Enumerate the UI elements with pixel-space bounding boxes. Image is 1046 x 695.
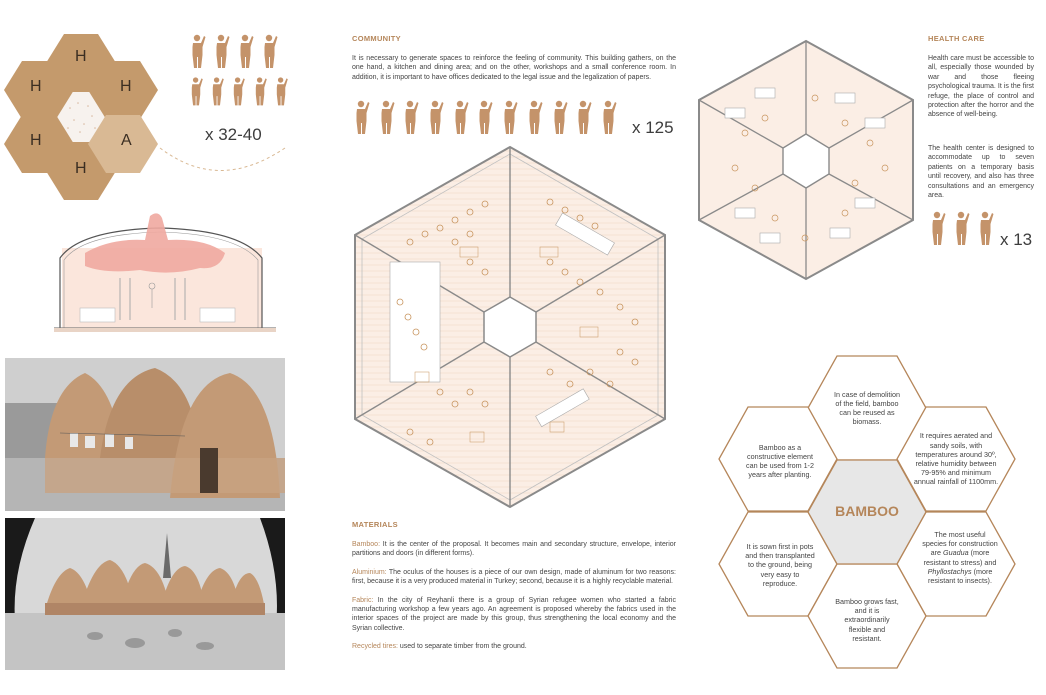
- material-recycled-tires: [352, 642, 676, 651]
- bamboo-fact-upper-left: Bamboo as a constructive element can be used from 1-2 years after planting.: [746, 442, 814, 480]
- community-count: x 125: [632, 118, 674, 137]
- person-icon: [352, 100, 370, 134]
- bamboo-fact-bottom: Bamboo grows fast, and it is extraordinarily flexible and resistant.: [835, 596, 899, 643]
- person-icon: [188, 34, 206, 68]
- material-label: Bamboo:: [352, 541, 381, 548]
- beehive-houses-photo-2: [5, 518, 285, 670]
- health-care-text-2: The health center is designed to accommodate up to seven patients on a temporary basis until recovery, and also has three consultations and an emergency area.: [928, 145, 1034, 200]
- materials-heading: MATERIALS: [352, 520, 398, 529]
- person-icon: [599, 100, 617, 134]
- person-icon: [209, 74, 224, 108]
- person-icon: [928, 211, 946, 245]
- community-floor-plan: [350, 142, 670, 512]
- person-icon: [236, 34, 254, 68]
- community-heading: COMMUNITY: [352, 34, 401, 43]
- bamboo-species-guadua: Guadua: [943, 548, 969, 558]
- bamboo-fact-upper-right: It requires aerated and sandy soils, with temperatures around 30º, relative humidity between 79-95% and minimum annual rainfall of 1100mm.: [913, 431, 999, 487]
- bamboo-species-phyllostachys: Phyllostachys: [927, 566, 972, 576]
- health-care-heading: HEALTH CARE: [928, 34, 985, 43]
- health-care-text-1: Health care must be accessible to all, especially those wounded by war and those fleeing psychological trauma. It is the first refuge, the place of control and protection after the horror and the absence of well-being.: [928, 55, 1034, 119]
- person-icon: [252, 74, 267, 108]
- cluster-letter-bottom: H: [75, 160, 87, 177]
- material-fabric: [352, 596, 676, 634]
- bamboo-fact-lower-right: [922, 528, 998, 606]
- beehive-houses-photo-1: [5, 358, 285, 511]
- bamboo-fact-text: (more resistant to stress) and: [923, 548, 997, 567]
- material-text: It is the center of the proposal. It becomes main and secondary structure, envelope, interior partitions and doors (in different forms).: [352, 541, 676, 558]
- material-label: Aluminium:: [352, 568, 387, 576]
- person-icon: [550, 100, 568, 134]
- bamboo-fact-lower-left: It is sown first in pots and then transplanted to the ground, being very easy to reproduce.: [745, 541, 815, 588]
- person-icon: [377, 100, 395, 134]
- health-count: x 13: [1000, 230, 1033, 249]
- materials-list: [352, 540, 676, 652]
- cluster-letter-lower-right: A: [121, 132, 132, 149]
- health-people-icons: [928, 211, 994, 245]
- cluster-count: x 32-40: [205, 125, 262, 144]
- material-label: Fabric:: [352, 596, 374, 604]
- bamboo-fact-text: The most useful species for construction are: [922, 530, 998, 558]
- health-care-floor-plan: [695, 38, 917, 282]
- community-text: It is necessary to generate spaces to reinforce the feeling of community. This building gathers, on the one hand, a kitchen and dining area; and on the other, workshops and a small conference room. In addition, it is important to have offices dedicated to the legal issue and the legalization of papers.: [352, 55, 676, 81]
- person-icon: [401, 100, 419, 134]
- section-roof-highlight: [85, 213, 225, 272]
- material-text: In the city of Reyhanli there is a group of Syrian refugee women who started a fabric manufacturing workshop a few years ago. An agreement is proposed whereby the fabrics used in the interior spaces of the project are made by this group, thus strengthening the local economy and the Syrian collective.: [352, 596, 676, 632]
- person-icon: [260, 34, 278, 68]
- material-bamboo: [352, 540, 676, 559]
- person-icon: [976, 211, 994, 245]
- person-icon: [188, 74, 203, 108]
- person-icon: [475, 100, 493, 134]
- material-label: Recycled tires:: [352, 643, 398, 651]
- bamboo-center-label: BAMBOO: [835, 503, 899, 520]
- cluster-letter-top: H: [75, 48, 87, 65]
- person-icon: [525, 100, 543, 134]
- material-aluminium: [352, 568, 676, 587]
- person-icon: [952, 211, 970, 245]
- dome-section-drawing: [50, 208, 280, 338]
- person-icon: [500, 100, 518, 134]
- material-text: The oculus of the houses is a piece of our own design, made of aluminum for two reasons: first, because it is a very produced material in Turkey; second, because it is a highly recyclable material.: [352, 568, 676, 586]
- connector-dashed-line: [160, 148, 285, 171]
- person-icon: [451, 100, 469, 134]
- person-icon: [273, 74, 288, 108]
- person-icon: [230, 74, 245, 108]
- person-icon: [574, 100, 592, 134]
- person-icon: [426, 100, 444, 134]
- cluster-letter-upper-left: H: [30, 78, 42, 95]
- cluster-letter-lower-left: H: [30, 132, 42, 149]
- bamboo-fact-top: In case of demolition of the field, bamboo can be reused as biomass.: [834, 389, 900, 427]
- community-people-icons: [352, 100, 617, 134]
- material-text: used to separate timber from the ground.: [397, 643, 527, 651]
- person-icon: [212, 34, 230, 68]
- cluster-people-icons: [188, 34, 288, 108]
- bamboo-fact-text: (more resistant to insects).: [928, 566, 993, 586]
- cluster-letter-upper-right: H: [120, 78, 132, 95]
